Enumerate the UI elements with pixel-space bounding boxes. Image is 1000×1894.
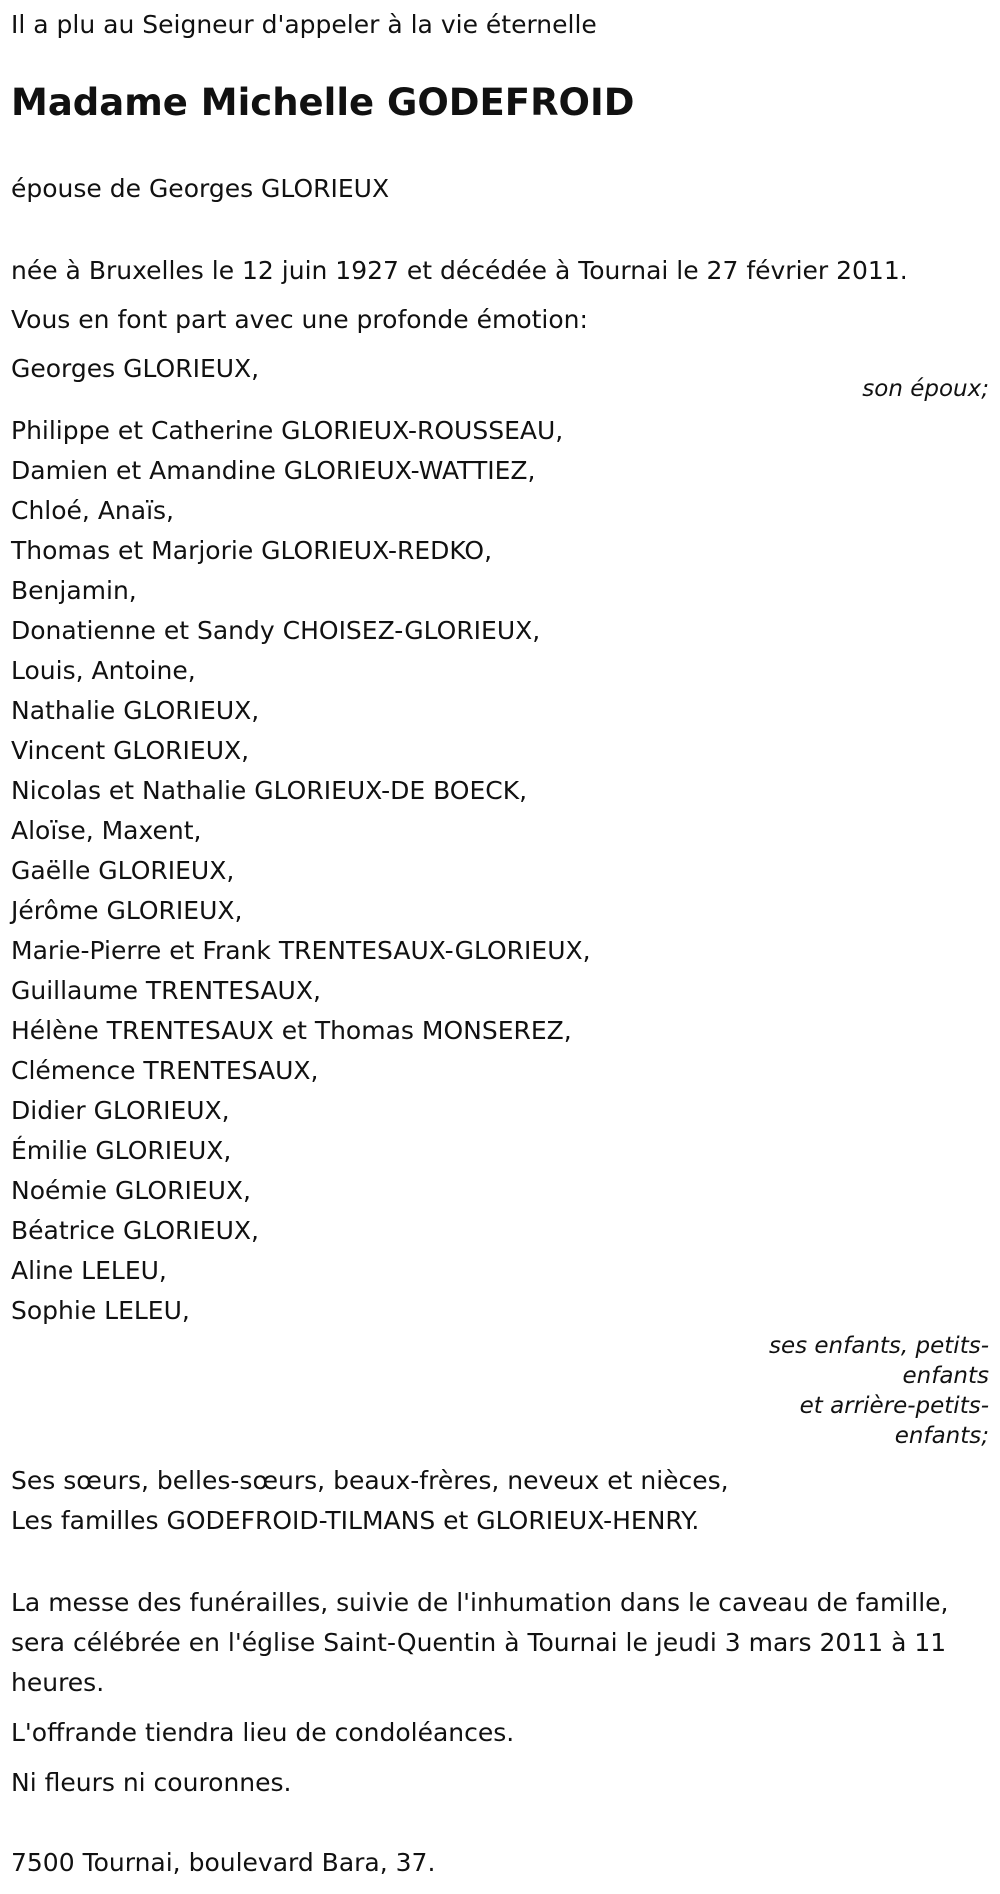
list-item: Vincent GLORIEUX, <box>11 736 250 765</box>
list-item: Noémie GLORIEUX, <box>11 1176 252 1205</box>
list-item: Marie-Pierre et Frank TRENTESAUX-GLORIEUX, <box>11 936 591 965</box>
intro-text: Il a plu au Seigneur d'appeler à la vie éternelle <box>11 10 597 39</box>
list-item: Clémence TRENTESAUX, <box>11 1056 319 1085</box>
role-children-label <box>749 1331 989 1451</box>
role-spouse-label: son époux; <box>862 376 989 402</box>
list-item: Sophie LELEU, <box>11 1296 190 1325</box>
list-item: Didier GLORIEUX, <box>11 1096 230 1125</box>
birth-death-text: née à Bruxelles le 12 juin 1927 et décédée à Tournai le 27 février 2011. <box>11 256 908 285</box>
mourner-spouse: Georges GLORIEUX, <box>11 354 260 383</box>
list-item: Damien et Amandine GLORIEUX-WATTIEZ, <box>11 456 536 485</box>
list-item: Béatrice GLORIEUX, <box>11 1216 259 1245</box>
relatives-line: Les familles GODEFROID-TILMANS et GLORIEUX-HENRY. <box>11 1506 700 1535</box>
address-text: 7500 Tournai, boulevard Bara, 37. <box>11 1848 436 1877</box>
role-children-line-2: et arrière-petits-enfants; <box>799 1393 989 1449</box>
list-item: Hélène TRENTESAUX et Thomas MONSEREZ, <box>11 1016 572 1045</box>
list-item: Aline LELEU, <box>11 1256 167 1285</box>
list-item: Jérôme GLORIEUX, <box>11 896 243 925</box>
relatives-block <box>11 1461 989 1541</box>
list-item: Benjamin, <box>11 576 137 605</box>
list-item: Philippe et Catherine GLORIEUX-ROUSSEAU, <box>11 416 564 445</box>
list-item: Nicolas et Nathalie GLORIEUX-DE BOECK, <box>11 776 528 805</box>
list-item: Nathalie GLORIEUX, <box>11 696 260 725</box>
ceremony-text: La messe des funérailles, suivie de l'inhumation dans le caveau de famille, sera célébrée en l'église Saint-Quentin à Tournai le jeudi 3 mars 2011 à 11 heures. <box>11 1588 949 1697</box>
role-children-line-1: ses enfants, petits-enfants <box>768 1333 989 1389</box>
list-item: Thomas et Marjorie GLORIEUX-REDKO, <box>11 536 493 565</box>
list-item: Aloïse, Maxent, <box>11 816 202 845</box>
deceased-name: Madame Michelle GODEFROID <box>11 81 635 124</box>
list-item: Guillaume TRENTESAUX, <box>11 976 321 1005</box>
spouse-text: épouse de Georges GLORIEUX <box>11 174 390 203</box>
list-item: Émilie GLORIEUX, <box>11 1136 232 1165</box>
flowers-text: Ni fleurs ni couronnes. <box>11 1768 292 1797</box>
list-item: Gaëlle GLORIEUX, <box>11 856 235 885</box>
announcement-text: Vous en font part avec une profonde émotion: <box>11 305 588 334</box>
offering-text: L'offrande tiendra lieu de condoléances. <box>11 1718 515 1747</box>
relatives-line: Ses sœurs, belles-sœurs, beaux-frères, neveux et nièces, <box>11 1466 729 1495</box>
family-list <box>11 411 989 1331</box>
list-item: Chloé, Anaïs, <box>11 496 175 525</box>
list-item: Donatienne et Sandy CHOISEZ-GLORIEUX, <box>11 616 541 645</box>
list-item: Louis, Antoine, <box>11 656 196 685</box>
